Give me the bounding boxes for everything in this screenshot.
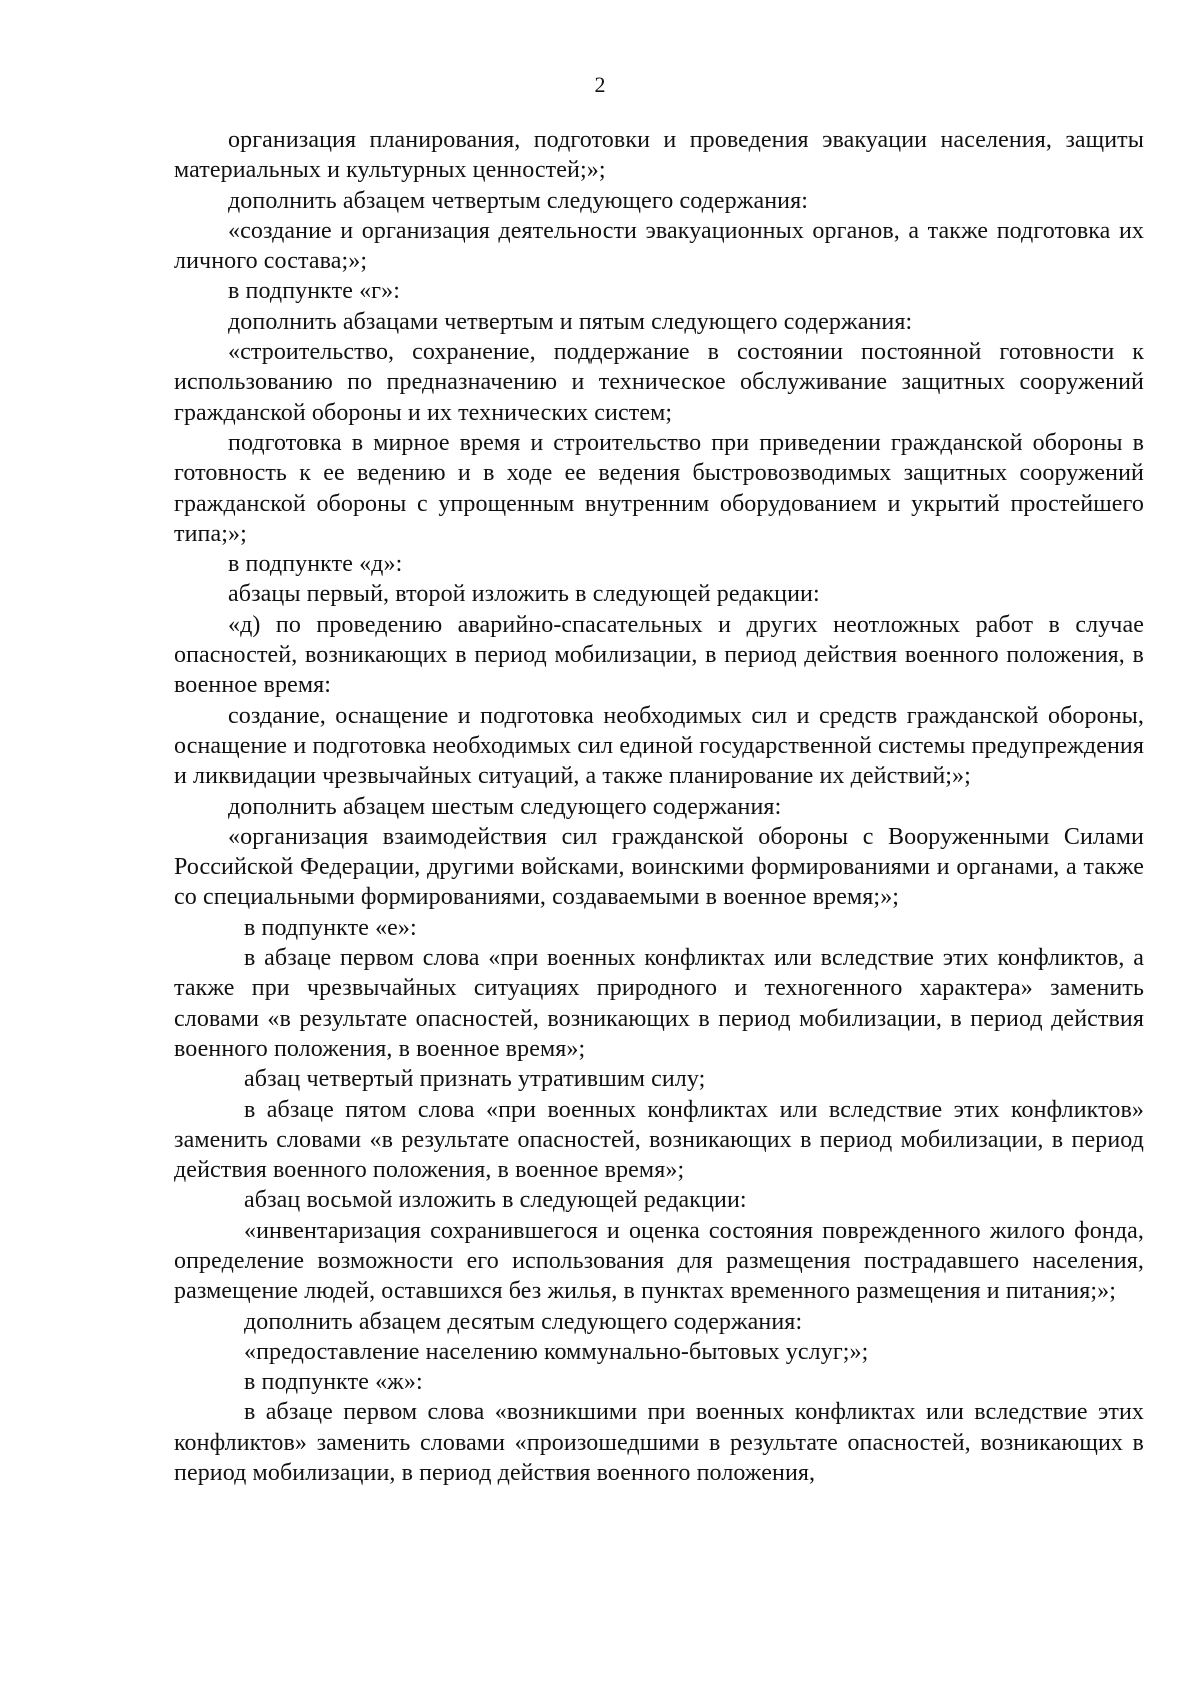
paragraph: создание, оснащение и подготовка необходимых сил и средств гражданской обороны, оснащение и подготовка необходимых сил единой государственной системы предупреждения и ликвидации чрезвычайных ситуаций, а также планирование их действий;»; bbox=[174, 702, 1144, 790]
paragraph: дополнить абзацем четвертым следующего содержания: bbox=[228, 187, 808, 214]
paragraph: «д) по проведению аварийно-спасательных и других неотложных работ в случае опасностей, возникающих в период мобилизации, в период действия военного положения, в военное время: bbox=[174, 611, 1144, 699]
page-number: 2 bbox=[594, 72, 606, 97]
paragraph: в подпункте «г»: bbox=[228, 278, 400, 305]
paragraph: «строительство, сохранение, поддержание в состоянии постоянной готовности к использованию по предназначению и техническое обслуживание защитных сооружений гражданской обороны и их технических систем; bbox=[174, 339, 1144, 426]
paragraph: дополнить абзацем шестым следующего содержания: bbox=[228, 793, 782, 820]
paragraph: дополнить абзацем десятым следующего содержания: bbox=[244, 1308, 803, 1335]
paragraph: абзацы первый, второй изложить в следующей редакции: bbox=[228, 581, 820, 608]
paragraph: «создание и организация деятельности эвакуационных органов, а также подготовка их личного состава;»; bbox=[174, 217, 1144, 275]
document-body bbox=[174, 125, 1144, 1488]
paragraph: в абзаце пятом слова «при военных конфликтах или вследствие этих конфликтов» заменить словами «в результате опасностей, возникающих в период мобилизации, в период действия военного положения, в военное время»; bbox=[174, 1096, 1144, 1184]
paragraph: дополнить абзацами четвертым и пятым следующего содержания: bbox=[228, 308, 913, 335]
paragraph: подготовка в мирное время и строительство при приведении гражданской обороны в готовность к ее ведению и в ходе ее ведения быстровозводимых защитных сооружений гражданской обороны с упрощенным внутренним оборудованием и укрытий простейшего типа;»; bbox=[174, 429, 1144, 547]
paragraph: в подпункте «ж»: bbox=[244, 1369, 423, 1396]
paragraph: в абзаце первом слова «при военных конфликтах или вследствие этих конфликтов, а также при чрезвычайных ситуациях природного и техногенного характера» заменить словами «в результате опасностей, возникающих в период мобилизации, в период действия военного положения, в военное время»; bbox=[174, 945, 1144, 1062]
paragraph: «организация взаимодействия сил гражданской обороны с Вооруженными Силами Российской Федерации, другими войсками, воинскими формированиями и органами, а также со специальными формированиями, создаваемыми в военное время;»; bbox=[174, 823, 1144, 911]
paragraph: в подпункте «д»: bbox=[228, 551, 403, 578]
paragraph: «предоставление населению коммунально-бытовых услуг;»; bbox=[244, 1338, 869, 1365]
paragraph: в абзаце первом слова «возникшими при военных конфликтах или вследствие этих конфликтов» заменить словами «произошедшими в результате опасностей, возникающих в период мобилизации, в период действия военного положения, bbox=[174, 1399, 1144, 1487]
paragraph: абзац четвертый признать утратившим силу; bbox=[244, 1066, 706, 1093]
paragraph: «инвентаризация сохранившегося и оценка состояния поврежденного жилого фонда, определение возможности его использования для размещения пострадавшего населения, размещение людей, оставшихся без жилья, в пунктах временного размещения и питания;»; bbox=[174, 1217, 1144, 1305]
paragraph: абзац восьмой изложить в следующей редакции: bbox=[244, 1187, 747, 1214]
paragraph: организация планирования, подготовки и проведения эвакуации населения, защиты материальных и культурных ценностей;»; bbox=[174, 127, 1144, 184]
paragraph: в подпункте «е»: bbox=[244, 914, 417, 941]
